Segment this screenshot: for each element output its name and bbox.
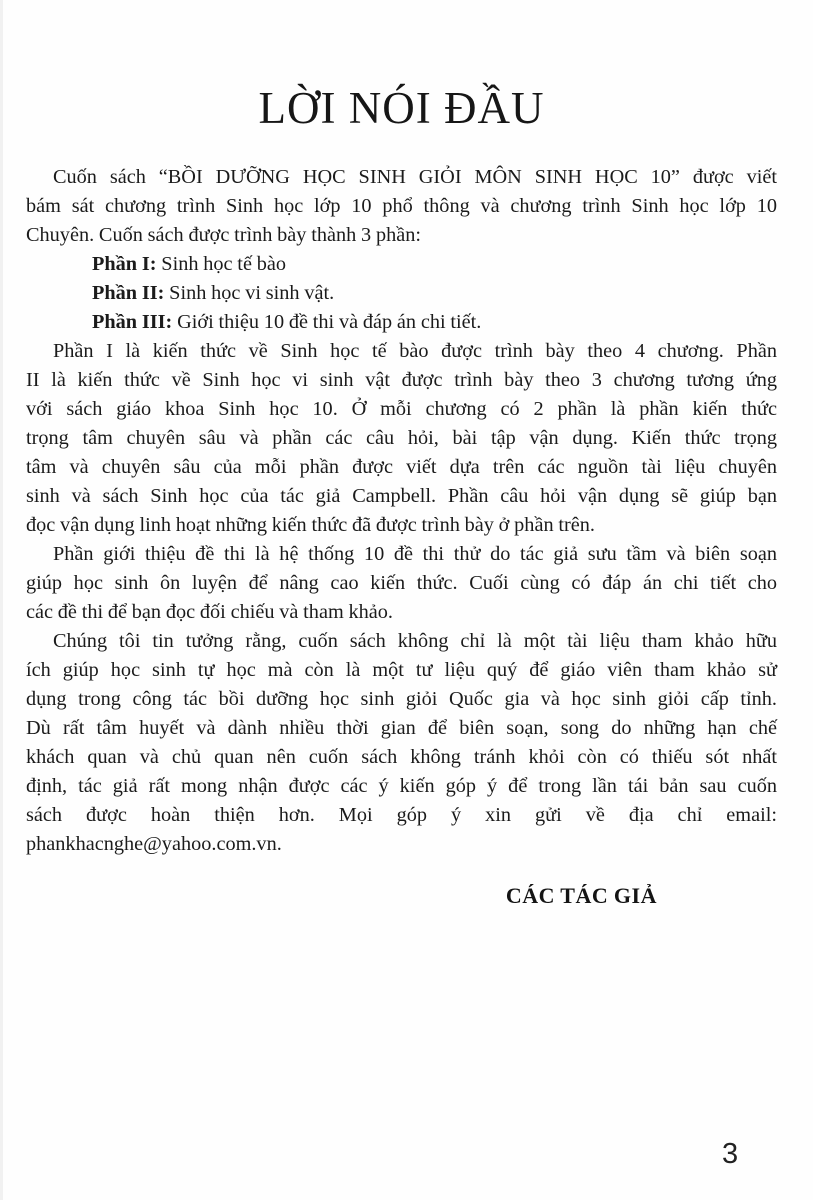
part-item-text: Giới thiệu 10 đề thi và đáp án chi tiết.	[172, 311, 482, 333]
text-line: phankhacnghe@yahoo.com.vn.	[26, 833, 282, 855]
text-line: Phần I là kiến thức về Sinh học tế bào được trình bày theo 4 chương. Phần	[53, 340, 777, 362]
paragraph	[26, 337, 777, 540]
part-item-text: Sinh học vi sinh vật.	[164, 282, 335, 304]
part-item-label: Phần II:	[92, 282, 165, 304]
text-line: Cuốn sách “BỒI DƯỠNG HỌC SINH GIỎI MÔN SINH HỌC 10” được viết	[53, 166, 777, 188]
preface-text	[26, 163, 777, 910]
part-item	[26, 250, 777, 279]
text-line: giúp học sinh ôn luyện để nâng cao kiến thức. Cuối cùng có đáp án chi tiết cho	[26, 572, 777, 594]
text-line: khách quan và chủ quan nên cuốn sách không tránh khỏi còn có thiếu sót nhất	[26, 746, 777, 768]
part-item-text: Sinh học tế bào	[156, 253, 286, 275]
text-line: II là kiến thức về Sinh học vi sinh vật được trình bày theo 3 chương tương ứng	[26, 369, 777, 391]
text-line: với sách giáo khoa Sinh học 10. Ở mỗi chương có 2 phần là phần kiến thức	[26, 398, 777, 420]
text-line: định, tác giả rất mong nhận được các ý kiến góp ý để trong lần tái bản sau cuốn	[26, 775, 777, 797]
text-line: bám sát chương trình Sinh học lớp 10 phổ thông và chương trình Sinh học lớp 10	[26, 195, 777, 217]
paragraph	[26, 627, 777, 859]
text-line: Chúng tôi tin tưởng rằng, cuốn sách không chỉ là một tài liệu tham khảo hữu	[53, 630, 777, 652]
page-title: LỜI NÓI ĐẦU	[258, 83, 545, 133]
text-line: các đề thi để bạn đọc đối chiếu và tham khảo.	[26, 601, 393, 623]
text-line: trọng tâm chuyên sâu và phần các câu hỏi, bài tập vận dụng. Kiến thức trọng	[26, 427, 777, 449]
text-line: Chuyên. Cuốn sách được trình bày thành 3 phần:	[26, 224, 422, 246]
text-line: sinh và sách Sinh học của tác giả Campbell. Phần câu hỏi vận dụng sẽ giúp bạn	[26, 485, 777, 507]
scan-edge-shadow	[0, 0, 3, 1200]
part-item	[26, 308, 777, 337]
text-line: đọc vận dụng linh hoạt những kiến thức đã được trình bày ở phần trên.	[26, 514, 595, 536]
paragraph	[26, 163, 777, 250]
part-item	[26, 279, 777, 308]
text-line: Phần giới thiệu đề thi là hệ thống 10 đề thi thử do tác giả sưu tầm và biên soạn	[53, 543, 777, 565]
page-number: 3	[722, 1138, 739, 1170]
text-line: Dù rất tâm huyết và dành nhiều thời gian để biên soạn, song do những hạn chế	[26, 717, 777, 739]
part-item-label: Phần III:	[92, 311, 173, 333]
parts-list	[26, 250, 777, 337]
part-item-label: Phần I:	[92, 253, 157, 275]
authors-signature: CÁC TÁC GIẢ	[505, 883, 657, 908]
paragraph	[26, 540, 777, 627]
text-line: dụng trong công tác bồi dưỡng học sinh giỏi Quốc gia và học sinh giỏi cấp tỉnh.	[26, 688, 777, 710]
text-line: ích giúp học sinh tự học mà còn là một tư liệu quý để giáo viên tham khảo sử	[26, 659, 777, 681]
text-line: sách được hoàn thiện hơn. Mọi góp ý xin gửi về địa chỉ email:	[26, 804, 777, 826]
text-line: tâm và chuyên sâu của mỗi phần được viết dựa trên các nguồn tài liệu chuyên	[26, 456, 777, 478]
